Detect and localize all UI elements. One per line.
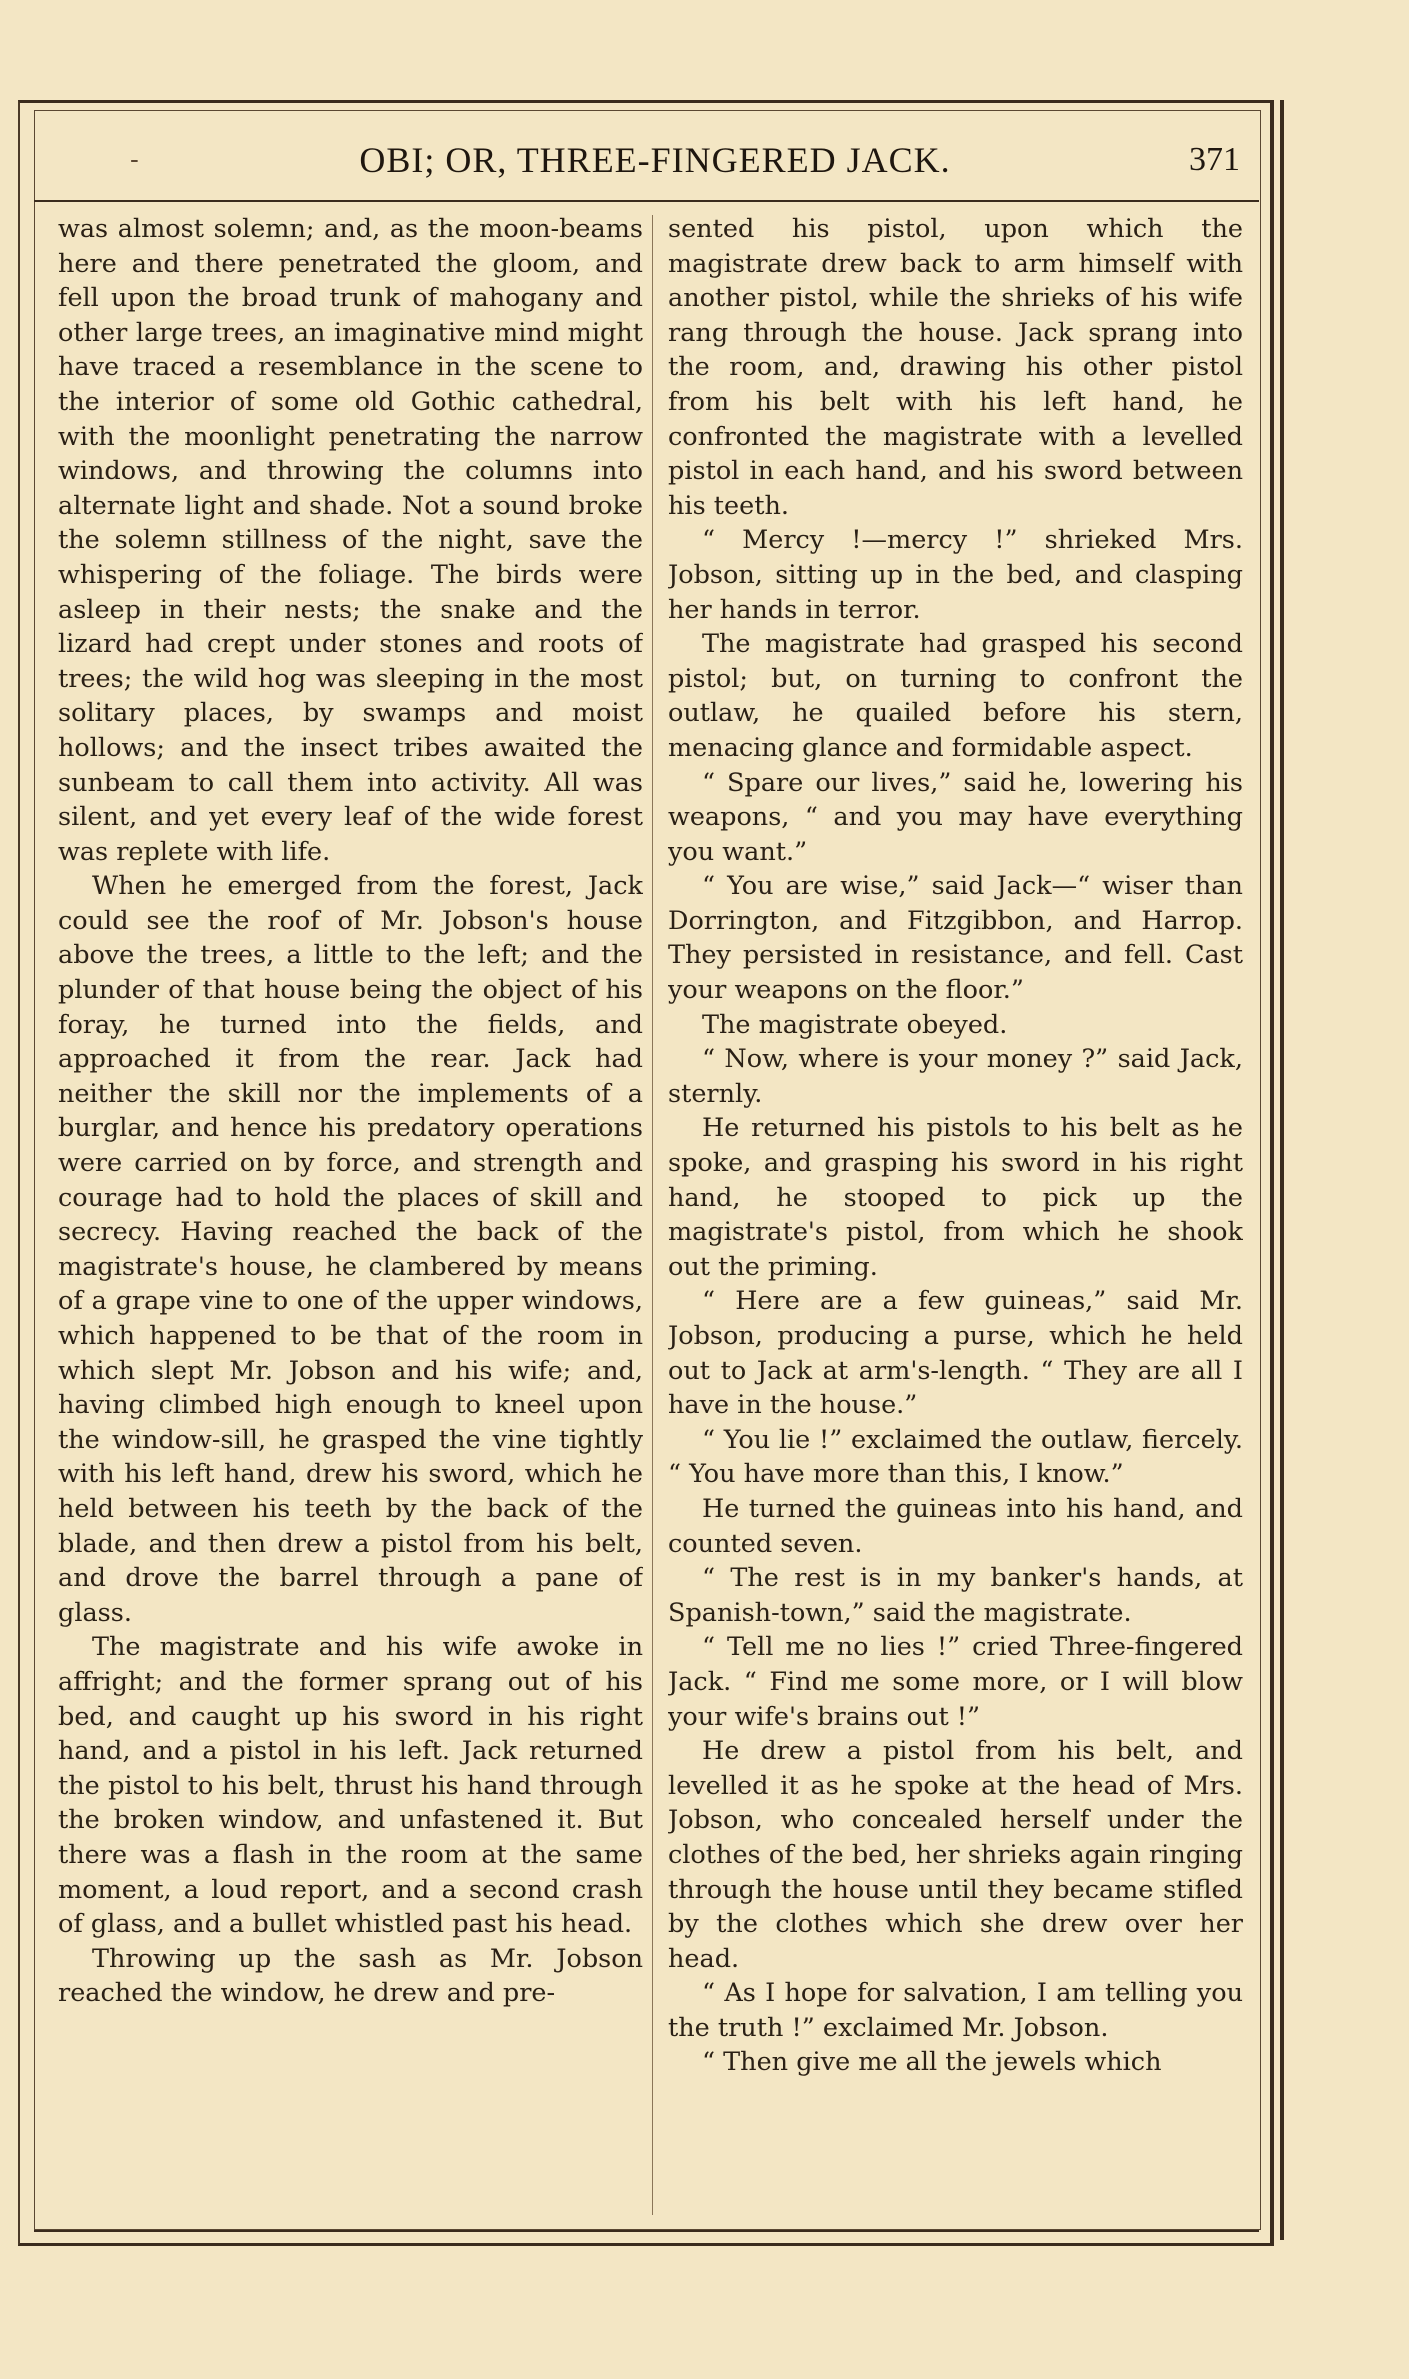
- running-head: OBI; OR, THREE-FINGERED JACK.: [359, 140, 951, 180]
- paragraph: He drew a pistol from his belt, and levelled it as he spoke at the head of Mrs. Jobson, who concealed herself under the clothes of the bed, her shrieks again ringing through the house until they became stifled by the clothes which she drew over her head.: [668, 1736, 1243, 1974]
- paragraph: The magistrate had grasped his second pistol; but, on turning to confront the outlaw, he quailed before his stern, menacing glance and formidable aspect.: [668, 629, 1243, 763]
- paragraph: “ You lie !” exclaimed the outlaw, fiercely. “ You have more than this, I know.”: [668, 1424, 1243, 1490]
- paragraph: The magistrate obeyed.: [702, 1009, 1008, 1040]
- paragraph: “ You are wise,” said Jack—“ wiser than Dorrington, and Fitzgibbon, and Harrop. They persisted in resistance, and fell. Cast your weapons on the floor.”: [668, 871, 1243, 1006]
- footer-rule: [34, 2230, 1259, 2232]
- binding-edge: [1280, 100, 1284, 2240]
- paragraph: “ Now, where is your money ?” said Jack, sternly.: [668, 1044, 1243, 1109]
- header-ornament: -: [130, 145, 139, 175]
- right-column: [668, 212, 1243, 2227]
- paragraph: When he emerged from the forest, Jack could see the roof of Mr. Jobson's house above the trees, a little to the left; and the plunder of that house being the object of his foray, he turned into the fields, and approached it from the rear. Jack had neither the skill nor the implements of a burglar, and hence his predatory operations were carried on by force, and strength and courage had to hold the places of skill and secrecy. Having reached the back of the magistrate's house, he clambered by means of a grape vine to one of the upper windows, which happened to be that of the room in which slept Mr. Jobson and his wife; and, having climbed high enough to kneel upon the window-sill, he grasped the vine tightly with his left hand, drew his sword, which he held between his teeth by the back of the blade, and then drew a pistol from his belt, and drove the barrel through a pane of glass.: [58, 871, 643, 1628]
- paragraph: “ Spare our lives,” said he, lowering his weapons, “ and you may have everything you want.”: [668, 767, 1243, 867]
- paragraph: “ The rest is in my banker's hands, at Spanish-town,” said the magistrate.: [668, 1563, 1243, 1628]
- paragraph: “ Tell me no lies !” cried Three-fingered Jack. “ Find me some more, or I will blow your wife's brains out !”: [668, 1632, 1243, 1732]
- paragraph: He returned his pistols to his belt as he spoke, and grasping his sword in his right hand, he stooped to pick up the magistrate's pistol, from which he shook out the priming.: [668, 1113, 1243, 1282]
- paragraph: “ As I hope for salvation, I am telling you the truth !” exclaimed Mr. Jobson.: [668, 1978, 1243, 2043]
- paragraph: The magistrate and his wife awoke in affright; and the former sprang out of his bed, and caught up his sword in his right hand, and a pistol in his left. Jack returned the pistol to his belt, thrust his hand through the broken window, and unfastened it. But there was a flash in the room at the same moment, a loud report, and a second crash of glass, and a bullet whistled past his head.: [58, 1632, 643, 1940]
- paragraph: sented his pistol, upon which the magistrate drew back to arm himself with another pistol, while the shrieks of his wife rang through the house. Jack sprang into the room, and, drawing his other pistol from his belt with his left hand, he confronted the magistrate with a levelled pistol in each hand, and his sword between his teeth.: [668, 214, 1243, 521]
- paragraph: was almost solemn; and, as the moon-beams here and there penetrated the gloom, and fell upon the broad trunk of mahogany and other large trees, an imaginative mind might have traced a resemblance in the scene to the interior of some old Gothic cathedral, with the moonlight penetrating the narrow windows, and throwing the columns into alternate light and shade. Not a sound broke the solemn stillness of the night, save the whispering of the foliage. The birds were asleep in their nests; the snake and the lizard had crept under stones and roots of trees; the wild hog was sleeping in the most solitary places, by swamps and moist hollows; and the insect tribes awaited the sunbeam to call them into activity. All was silent, and yet every leaf of the wide forest was replete with life.: [58, 214, 643, 867]
- header-rule: [34, 200, 1259, 202]
- paragraph: He turned the guineas into his hand, and counted seven.: [668, 1493, 1243, 1559]
- paragraph: Throwing up the sash as Mr. Jobson reached the window, he drew and pre-: [58, 1943, 643, 2009]
- paragraph: “ Here are a few guineas,” said Mr. Jobson, producing a purse, which he held out to Jack at arm's-length. “ They are all I have in the house.”: [668, 1286, 1243, 1421]
- column-divider: [652, 215, 653, 2215]
- paragraph: “ Mercy !—mercy !” shrieked Mrs. Jobson, sitting up in the bed, and clasping her hands in terror.: [668, 525, 1243, 625]
- page-number: 371: [1189, 141, 1240, 178]
- left-column: [58, 212, 643, 2227]
- paragraph: “ Then give me all the jewels which: [702, 2047, 1162, 2078]
